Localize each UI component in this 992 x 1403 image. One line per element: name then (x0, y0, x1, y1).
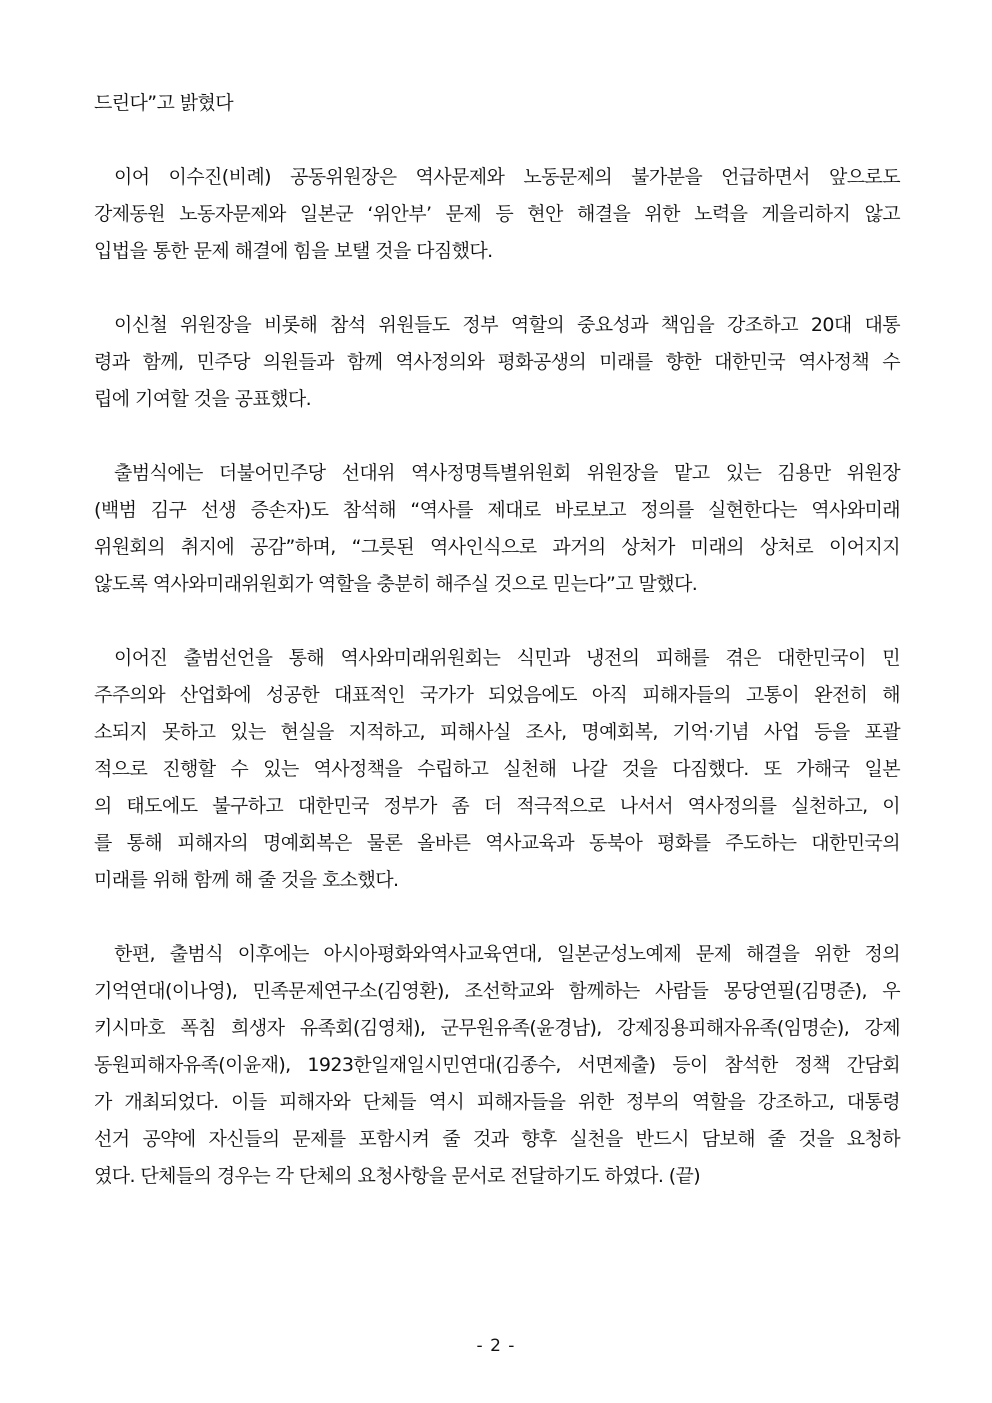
text-line: 선거 공약에 자신들의 문제를 포함시켜 줄 것과 향후 실천을 반드시 담보해 줄 것을 요청하 (94, 1128, 900, 1150)
text-line: 립에 기여할 것을 공표했다. (94, 388, 312, 410)
paragraph-kim-yongman (94, 455, 900, 603)
text-line: 이어진 출범선언을 통해 역사와미래위원회는 식민과 냉전의 피해를 겪은 대한민국이 민 (114, 647, 900, 669)
text-line: 령과 함께, 민주당 의원들과 함께 역사정의와 평화공생의 미래를 향한 대한민국 역사정책 수 (94, 351, 900, 373)
text-line: 가 개최되었다. 이들 피해자와 단체들 역시 피해자들을 위한 정부의 역할을 강조하고, 대통령 (94, 1091, 900, 1113)
text-line: 입법을 통한 문제 해결에 힘을 보탤 것을 다짐했다. (94, 240, 493, 262)
paragraph-launch-declaration (94, 640, 900, 899)
text-line: 미래를 위해 함께 해 줄 것을 호소했다. (94, 869, 399, 891)
document-body (94, 85, 900, 1232)
text-line: 강제동원 노동자문제와 일본군 ‘위안부’ 문제 등 현안 해결을 위한 노력을 게을리하지 않고 (94, 203, 900, 225)
text-line: 위원회의 취지에 공감”하며, “그릇된 역사인식으로 과거의 상처가 미래의 상처로 이어지지 (94, 536, 900, 558)
text-line: 이신철 위원장을 비롯해 참석 위원들도 정부 역할의 중요성과 책임을 강조하고 20대 대통 (114, 314, 900, 336)
text-line: 였다. 단체들의 경우는 각 단체의 요청사항을 문서로 전달하기도 하였다. (끝) (94, 1165, 701, 1187)
text-line: 출범식에는 더불어민주당 선대위 역사정명특별위원회 위원장을 맡고 있는 김용만 위원장 (114, 462, 900, 484)
text-line: 동원피해자유족(이윤재), 1923한일재일시민연대(김종수, 서면제출) 등이 참석한 정책 간담회 (94, 1054, 900, 1076)
text-line: 적으로 진행할 수 있는 역사정책을 수립하고 실천해 나갈 것을 다짐했다. 또 가해국 일본 (94, 758, 900, 780)
text-line: 소되지 못하고 있는 현실을 지적하고, 피해사실 조사, 명예회복, 기억·기념 사업 등을 포괄 (94, 721, 900, 743)
text-line: 의 태도에도 불구하고 대한민국 정부가 좀 더 적극적으로 나서서 역사정의를 실천하고, 이 (94, 795, 900, 817)
text-line: 키시마호 폭침 희생자 유족회(김영채), 군무원유족(윤경남), 강제징용피해자유족(임명순), 강제 (94, 1017, 900, 1039)
paragraph-lee-sujin (94, 159, 900, 270)
page-number: - 2 - (476, 1336, 516, 1356)
paragraph-continuation (94, 85, 900, 122)
text-line: 주주의와 산업화에 성공한 대표적인 국가가 되었음에도 아직 피해자들의 고통이 완전히 해 (94, 684, 900, 706)
text-line: 기억연대(이나영), 민족문제연구소(김영환), 조선학교와 함께하는 사람들 몽당연필(김명준), 우 (94, 980, 900, 1002)
paragraph-lee-sincheol (94, 307, 900, 418)
paragraph-policy-meeting (94, 936, 900, 1195)
text-line: (백범 김구 선생 증손자)도 참석해 “역사를 제대로 바로보고 정의를 실현한다는 역사와미래 (94, 499, 900, 521)
text-line: 를 통해 피해자의 명예회복은 물론 올바른 역사교육과 동북아 평화를 주도하는 대한민국의 (94, 832, 900, 854)
text-line: 한편, 출범식 이후에는 아시아평화와역사교육연대, 일본군성노예제 문제 해결을 위한 정의 (114, 943, 900, 965)
text-line: 않도록 역사와미래위원회가 역할을 충분히 해주실 것으로 믿는다”고 말했다. (94, 573, 698, 595)
text-line: 드린다”고 밝혔다 (94, 92, 233, 114)
text-line: 이어 이수진(비례) 공동위원장은 역사문제와 노동문제의 불가분을 언급하면서 앞으로도 (114, 166, 900, 188)
